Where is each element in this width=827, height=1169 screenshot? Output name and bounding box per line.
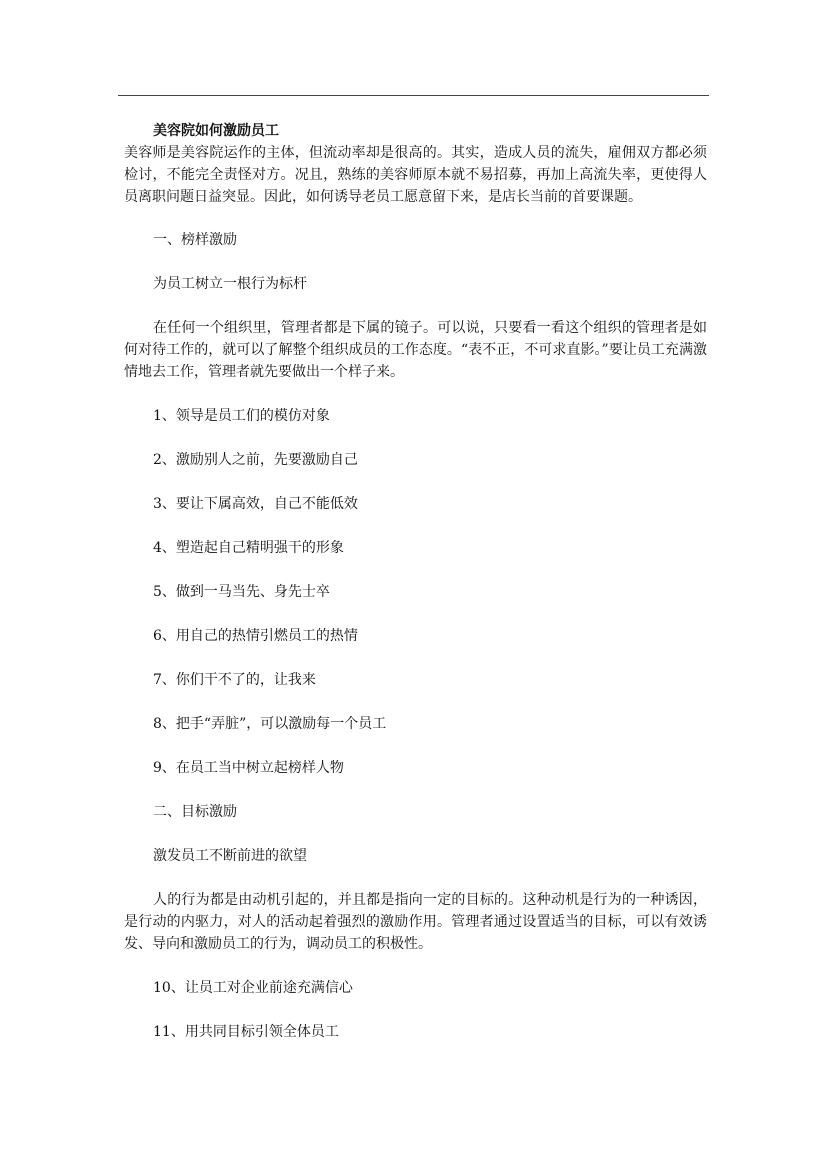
- intro-paragraph: 美容师是美容院运作的主体，但流动率却是很高的。其实，造成人员的流失，雇佣双方都必须检讨，不能完全责怪对方。况且，熟练的美容师原本就不易招募，再加上高流失率，更使得人员离职问题日益突显。因此，如何诱导老员工愿意留下来，是店长当前的首要课题。: [124, 145, 707, 205]
- list-item: 1、领导是员工们的模仿对象: [153, 408, 330, 424]
- list-item: 11、用共同目标引领全体员工: [153, 1024, 339, 1040]
- list-item: 6、用自己的热情引燃员工的热情: [153, 628, 358, 644]
- list-item: 7、你们干不了的，让我来: [153, 672, 316, 688]
- list-item: 4、塑造起自己精明强干的形象: [153, 540, 344, 556]
- section1-heading: 一、榜样激励: [153, 232, 237, 248]
- list-item: 8、把手“弄脏”，可以激励每一个员工: [153, 716, 387, 732]
- header-rule: [118, 95, 709, 96]
- section1-subtitle: 为员工树立一根行为标杆: [153, 276, 307, 292]
- list-item: 3、要让下属高效，自己不能低效: [153, 496, 358, 512]
- section1-body: 在任何一个组织里，管理者都是下属的镜子。可以说，只要看一看这个组织的管理者是如何对待工作的，就可以了解整个组织成员的工作态度。“表不正，不可求直影。”要让员工充满激情地去工作，管理者就先要做出一个样子来。: [124, 320, 707, 380]
- document-body: [124, 120, 707, 1043]
- list-item: 2、激励别人之前，先要激励自己: [153, 452, 358, 468]
- document-title: 美容院如何激励员工: [153, 123, 279, 139]
- section2-body: 人的行为都是由动机引起的，并且都是指向一定的目标的。这种动机是行为的一种诱因，是行动的内驱力，对人的活动起着强烈的激励作用。管理者通过设置适当的目标，可以有效诱发、导向和激励员工的行为，调动员工的积极性。: [124, 892, 707, 952]
- list-item: 9、在员工当中树立起榜样人物: [153, 760, 344, 776]
- list-item: 5、做到一马当先、身先士卒: [153, 584, 330, 600]
- section2-subtitle: 激发员工不断前进的欲望: [153, 848, 307, 864]
- section2-heading: 二、目标激励: [153, 804, 237, 820]
- list-item: 10、让员工对企业前途充满信心: [153, 980, 353, 996]
